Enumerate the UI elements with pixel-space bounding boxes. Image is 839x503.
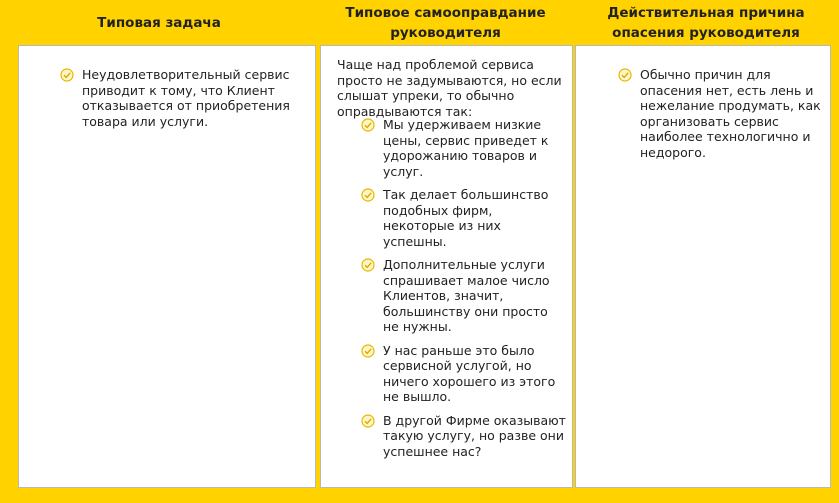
header-typical-excuse-label: Типовое самооправдание руководителя: [345, 4, 546, 41]
header-typical-task: [0, 2, 318, 43]
list-item: [361, 343, 566, 405]
check-circle-icon: [361, 258, 375, 272]
cell-typical-excuse: [320, 45, 573, 488]
list-item-text: Неудовлетворительный сервис приводит к тому, что Клиент отказывается от приобретения товара или услуги.: [82, 67, 290, 129]
list-item-text: У нас раньше это было сервисной услугой, но ничего хорошего из этого не вышло.: [383, 342, 556, 404]
list-item-text: В другой Фирме оказывают такую услугу, но разве они успешнее нас?: [383, 412, 566, 459]
excuse-list: [361, 117, 566, 467]
reason-list: [618, 67, 824, 160]
list-item: [618, 67, 824, 160]
check-circle-icon: [361, 188, 375, 202]
list-item-text: Дополнительные услуги спрашивает малое число Клиентов, значит, большинству они просто не нужны.: [383, 257, 550, 334]
excuse-intro: Чаще над проблемой сервиса просто не задумываются, но если слышат упреки, то обычно оправдываются так:: [337, 57, 562, 119]
list-item-text: Обычно причин для опасения нет, есть лень и нежелание продумать, как организовать сервис наиболее технологично и недорого.: [640, 67, 821, 160]
check-circle-icon: [60, 68, 74, 82]
check-circle-icon: [361, 344, 375, 358]
check-circle-icon: [361, 118, 375, 132]
cell-real-reason: [575, 45, 831, 488]
header-typical-excuse: [318, 2, 573, 43]
list-item: [361, 413, 566, 460]
check-circle-icon: [618, 68, 632, 82]
list-item-text: Мы удерживаем низкие цены, сервис приведет к удорожанию товаров и услуг.: [383, 117, 549, 179]
list-item: [361, 187, 566, 249]
header-real-reason: [573, 2, 839, 43]
header-typical-task-label: Типовая задача: [97, 14, 221, 31]
cell-typical-task: [18, 45, 316, 488]
header-real-reason-label: Действительная причина опасения руководителя: [607, 4, 805, 41]
list-item-text: Так делает большинство подобных фирм, некоторые из них успешны.: [383, 187, 549, 249]
task-list: [60, 67, 298, 129]
list-item: [60, 67, 298, 129]
list-item: [361, 257, 566, 335]
list-item: [361, 117, 566, 179]
check-circle-icon: [361, 414, 375, 428]
